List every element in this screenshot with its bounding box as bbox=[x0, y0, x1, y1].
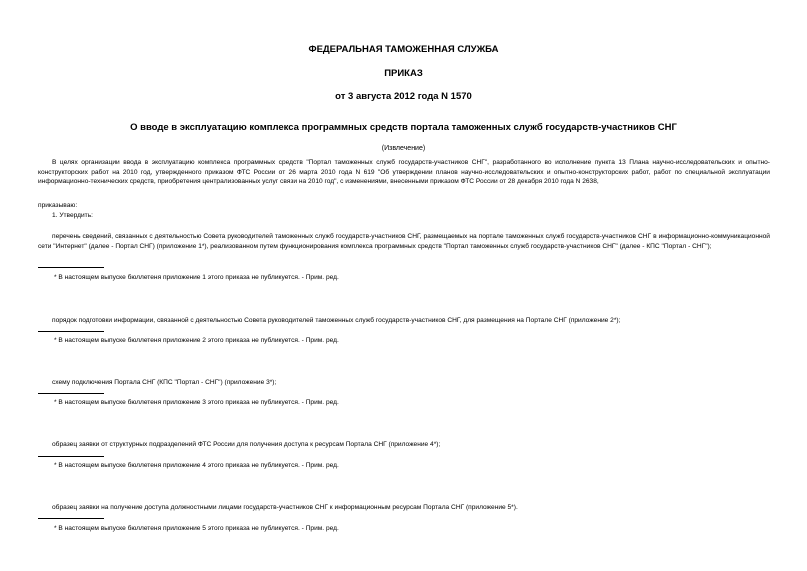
item-1-heading: 1. Утвердить: bbox=[52, 212, 93, 219]
agency-heading: ФЕДЕРАЛЬНАЯ ТАМОЖЕННАЯ СЛУЖБА bbox=[308, 44, 499, 55]
document-date-number: от 3 августа 2012 года N 1570 bbox=[335, 91, 472, 102]
footnote-rule bbox=[38, 267, 104, 268]
intro-paragraph: В целях организации ввода в эксплуатацию комплекса программных средств "Портал таможенных служб государств-участников СНГ", разработанного во исполнение пункта 13 Плана научно-исследовательских и опытно-конструкторских работ на 2010 год, утвержденного приказом ФТС России от 26 марта 2010 года N 619 "Об утверждении планов научно-исследовательских и опытно-конструкторских работ, работ по специальной эксплуатации информационно-технических средств, приобретения централизованных услуг связи на 2010 год", с изменениями, внесенными приказом ФТС России от 28 декабря 2010 года N 2638, bbox=[38, 159, 770, 186]
excerpt-note: (Извлечение) bbox=[381, 145, 426, 152]
order-word: приказываю: bbox=[38, 202, 78, 209]
list-item: порядок подготовки информации, связанной с деятельностью Совета руководителей таможенных служб государств-участников СНГ, для размещения на Портале СНГ (приложение 2*); bbox=[52, 317, 621, 324]
document-type: ПРИКАЗ bbox=[384, 68, 423, 79]
footnote-rule bbox=[38, 331, 104, 332]
footnote: * В настоящем выпуске бюллетеня приложение 4 этого приказа не публикуется. - Прим. ред. bbox=[54, 462, 339, 469]
footnote-rule bbox=[38, 456, 104, 457]
list-item: образец заявки на получение доступа должностными лицами государств-участников СНГ к информационным ресурсам Портала СНГ (приложение 5*). bbox=[52, 504, 518, 511]
list-item: перечень сведений, связанных с деятельностью Совета руководителей таможенных служб государств-участников СНГ, размещаемых на портале таможенных служб государств-участников СНГ в информационно-коммуникационной сети "Интернет" (далее - Портал СНГ) (приложение 1*), реализованном путем функционирования комплекса программных средств "Портал таможенных служб государств-участников СНГ" (далее - КПС "Портал - СНГ"); bbox=[38, 233, 770, 250]
footnote: * В настоящем выпуске бюллетеня приложение 2 этого приказа не публикуется. - Прим. ред. bbox=[54, 337, 339, 344]
list-item: образец заявки от структурных подразделений ФТС России для получения доступа к ресурсам Портала СНГ (приложение 4*); bbox=[52, 441, 441, 448]
footnote: * В настоящем выпуске бюллетеня приложение 3 этого приказа не публикуется. - Прим. ред. bbox=[54, 399, 339, 406]
footnote: * В настоящем выпуске бюллетеня приложение 5 этого приказа не публикуется. - Прим. ред. bbox=[54, 525, 339, 532]
footnote-rule bbox=[38, 518, 104, 519]
list-item: схему подключения Портала СНГ (КПС "Портал - СНГ") (приложение 3*); bbox=[52, 379, 277, 386]
footnote: * В настоящем выпуске бюллетеня приложение 1 этого приказа не публикуется. - Прим. ред. bbox=[54, 274, 339, 281]
document-title: О вводе в эксплуатацию комплекса программных средств портала таможенных служб государств-участников СНГ bbox=[130, 122, 677, 133]
footnote-rule bbox=[38, 393, 104, 394]
